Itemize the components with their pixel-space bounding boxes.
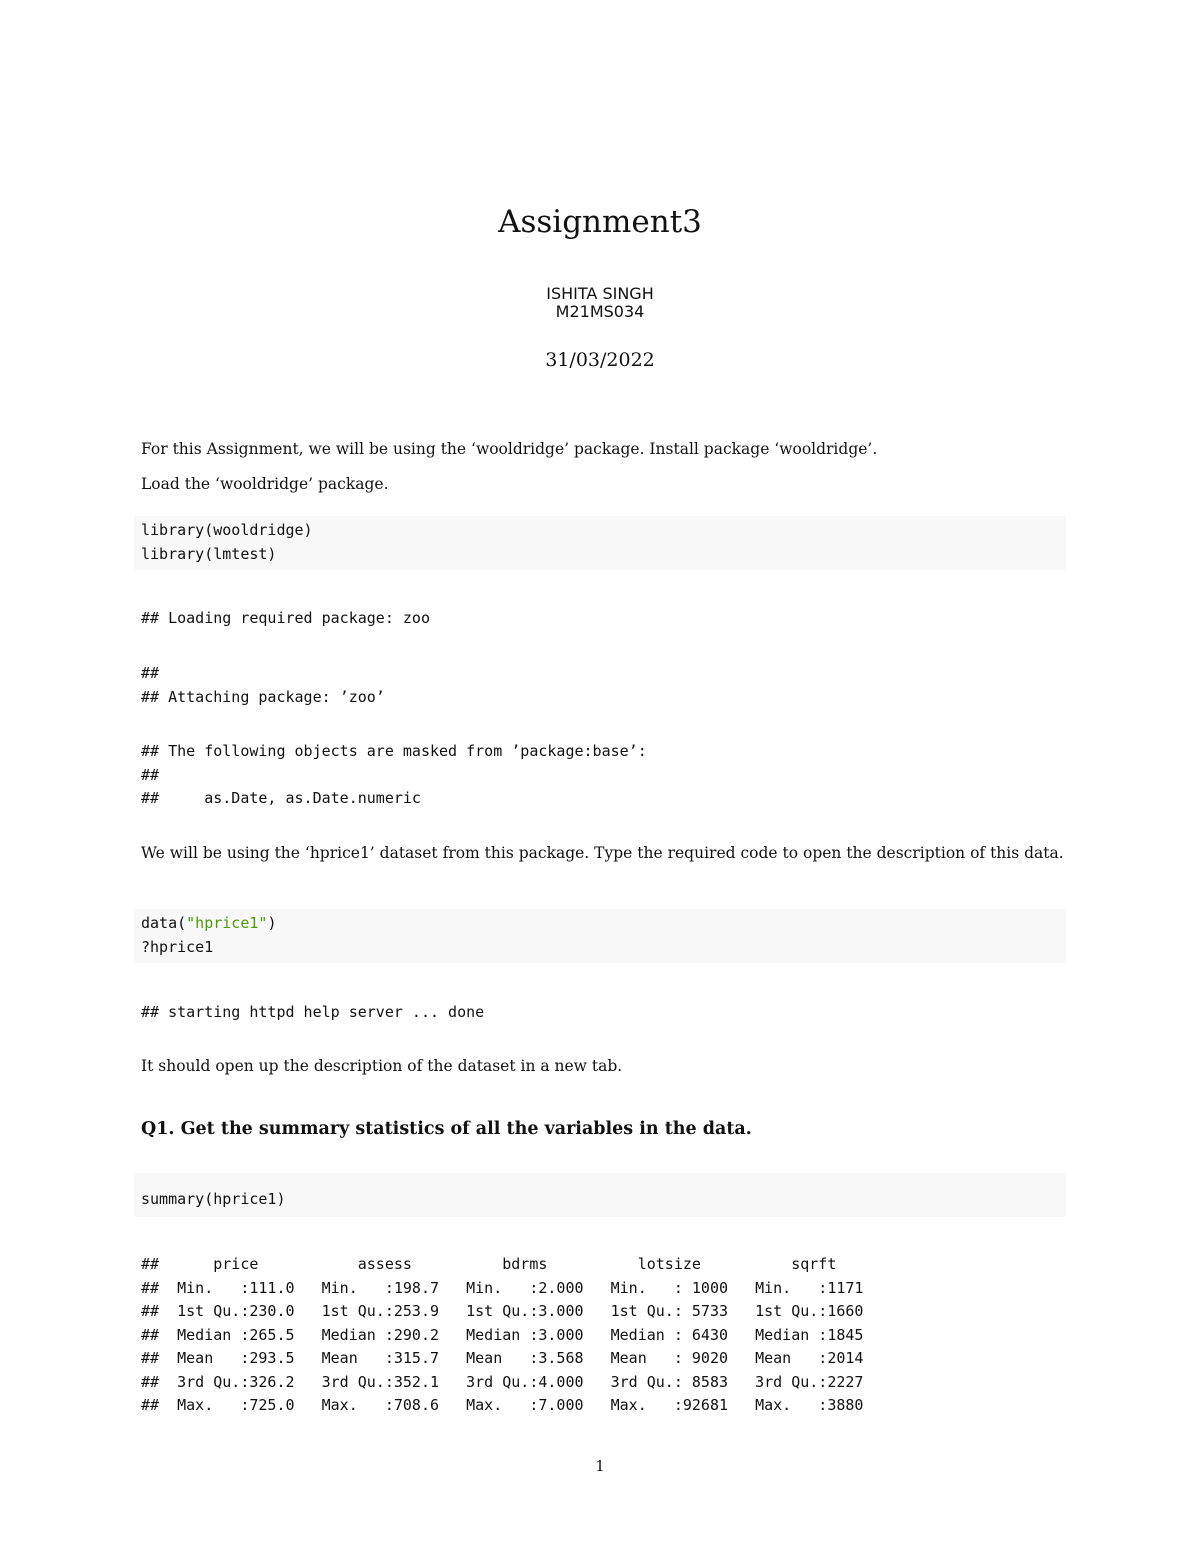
- author-id: M21MS034: [555, 302, 645, 321]
- code-line: [141, 912, 1059, 936]
- code-line: summary(hprice1): [141, 1190, 286, 1208]
- output-line: ## starting httpd help server ... done: [141, 1003, 485, 1021]
- summary-row: ## 1st Qu.:230.0 1st Qu.:253.9 1st Qu.:3.000 1st Qu.: 5733 1st Qu.:1660: [141, 1302, 882, 1320]
- summary-output-table: [141, 1253, 1071, 1418]
- summary-row: ## 3rd Qu.:326.2 3rd Qu.:352.1 3rd Qu.:4.000 3rd Qu.: 8583 3rd Qu.:2227: [141, 1372, 882, 1391]
- code-block-data: [134, 909, 1066, 963]
- author-name: ISHITA SINGH: [546, 284, 654, 303]
- summary-row: ## Min. :111.0 Min. :198.7 Min. :2.000 Min. : 1000 Min. :1171: [141, 1278, 882, 1297]
- output-block-loading: [141, 607, 1071, 631]
- code-line: ?hprice1: [141, 937, 214, 956]
- output-line: ## as.Date, as.Date.numeric: [141, 789, 421, 807]
- output-line: ##: [141, 664, 160, 682]
- author-block: [0, 285, 1200, 321]
- summary-row: ## Mean :293.5 Mean :315.7 Mean :3.568 Mean : 9020 Mean :2014: [141, 1349, 882, 1367]
- intro-paragraph-2: Load the ‘wooldridge’ package.: [141, 475, 389, 493]
- output-line: ## Attaching package: ’zoo’: [141, 687, 385, 706]
- code-line: library(wooldridge): [141, 521, 313, 539]
- summary-row: ## Median :265.5 Median :290.2 Median :3.000 Median : 6430 Median :1845: [141, 1325, 882, 1344]
- document-date: 31/03/2022: [545, 349, 655, 371]
- output-line: ##: [141, 765, 160, 784]
- code-block-summary: [134, 1173, 1066, 1217]
- output-block-httpd: [141, 1001, 1071, 1025]
- code-token: data(: [141, 914, 187, 932]
- intro-paragraph-3: We will be using the ‘hprice1’ dataset from this package. Type the required code to open the description of this data.: [141, 844, 1064, 862]
- output-line: ## Loading required package: zoo: [141, 609, 430, 627]
- output-block-masked: [141, 740, 1071, 811]
- document-title: Assignment3: [498, 204, 702, 240]
- intro-paragraph-1: For this Assignment, we will be using the ‘wooldridge’ package. Install package ‘wooldridge’.: [141, 440, 878, 458]
- output-line: ## The following objects are masked from ’package:base’:: [141, 742, 647, 760]
- summary-header-row: ## price assess bdrms lotsize sqrft: [141, 1255, 882, 1273]
- code-block-library: [134, 516, 1066, 570]
- page-number: 1: [595, 1457, 605, 1475]
- code-string-token: "hprice1": [186, 914, 268, 932]
- code-line: library(lmtest): [141, 544, 277, 563]
- code-token: ): [267, 914, 277, 932]
- summary-row: ## Max. :725.0 Max. :708.6 Max. :7.000 Max. :92681 Max. :3880: [141, 1396, 882, 1414]
- intro-paragraph-4: It should open up the description of the dataset in a new tab.: [141, 1057, 623, 1075]
- output-block-attaching: [141, 662, 1071, 709]
- q1-heading: Q1. Get the summary statistics of all the variables in the data.: [141, 1119, 752, 1139]
